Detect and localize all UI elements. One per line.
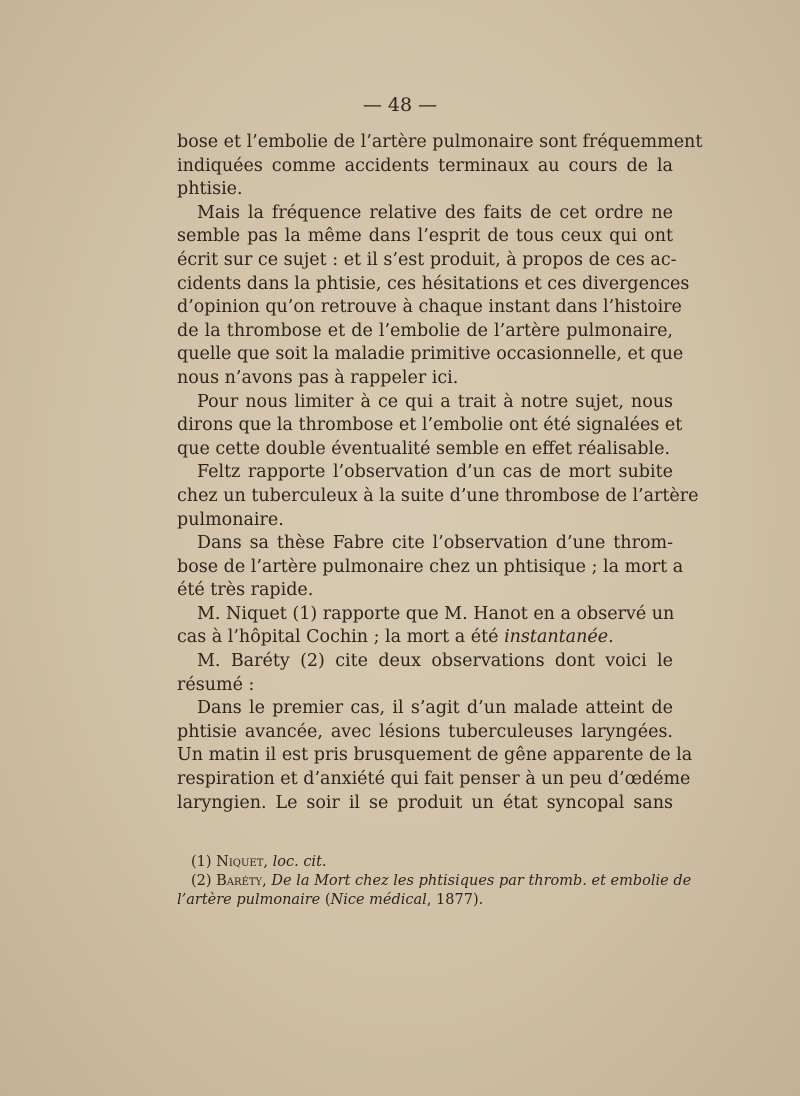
text-line: Pour nous limiter à ce qui a trait à notre sujet, nous <box>197 391 673 412</box>
text-line: cidents dans la phtisie, ces hésitations et ces divergences <box>177 273 690 294</box>
footnote-author: Baréty <box>216 873 263 889</box>
footnote-journal: Nice médical <box>330 892 427 908</box>
text-line: M. Baréty (2) cite deux observations dont voici le <box>197 651 673 672</box>
italic-text: instantanée. <box>504 627 614 648</box>
footnotes <box>177 853 692 910</box>
text-line: que cette double éventualité semble en effet réalisable. <box>177 438 671 459</box>
footnote-1: (1) Niquet, loc. cit. <box>191 854 327 870</box>
text-line: respiration et d’anxiété qui fait penser à un peu d’œdéme <box>177 769 691 790</box>
text-line: phtisie. <box>177 179 243 200</box>
text-line: Feltz rapporte l’observation d’un cas de mort subite <box>197 462 673 483</box>
footnote-author: Niquet <box>216 854 264 870</box>
text-line: semble pas la même dans l’esprit de tous ceux qui ont <box>177 226 673 247</box>
page-number: — 48 — <box>362 94 438 116</box>
text-line: nous n’avons pas à rappeler ici. <box>177 367 459 388</box>
footnote-year: 1877 <box>436 892 473 908</box>
footnote-2: (2) Baréty, De la Mort chez les phtisiques par thromb. et embolie de <box>191 873 692 889</box>
text-line: Un matin il est pris brusquement de gêne apparente de la <box>177 745 693 766</box>
text-line: phtisie avancée, avec lésions tuberculeuses laryngées. <box>177 721 673 742</box>
text-line: été très rapide. <box>177 580 314 601</box>
footnote-2-cont: l’artère pulmonaire (Nice médical, 1877). <box>177 892 484 908</box>
footnote-marker: (1) <box>191 854 212 870</box>
text-segment: cas à l’hôpital Cochin ; la mort a été <box>177 627 499 648</box>
text-line: pulmonaire. <box>177 509 284 530</box>
text-line: Dans le premier cas, il s’agit d’un malade atteint de <box>197 698 673 719</box>
footnote-text: loc. cit. <box>272 854 327 870</box>
text-line: dirons que la thrombose et l’embolie ont été signalées et <box>177 415 683 436</box>
text-line: résumé : <box>177 674 255 695</box>
text-line <box>177 626 673 650</box>
body-text <box>177 131 703 815</box>
footnote-marker: (2) <box>191 873 212 889</box>
text-line: M. Niquet (1) rapporte que M. Hanot en a observé un <box>197 603 675 624</box>
text-line: Mais la fréquence relative des faits de cet ordre ne <box>197 202 673 223</box>
footnote-title: De la Mort chez les phtisiques par thromb. et embolie de <box>271 873 692 889</box>
text-line: chez un tuberculeux à la suite d’une thrombose de l’artère <box>177 485 699 506</box>
text-line: quelle que soit la maladie primitive occasionnelle, et que <box>177 344 684 365</box>
text-line: de la thrombose et de l’embolie de l’artère pulmonaire, <box>177 320 673 341</box>
text-line: écrit sur ce sujet : et il s’est produit, à propos de ces ac- <box>177 249 677 270</box>
footnote-title: l’artère pulmonaire <box>177 892 321 908</box>
text-line: Dans sa thèse Fabre cite l’observation d’une throm- <box>197 533 673 554</box>
text-line: d’opinion qu’on retrouve à chaque instant dans l’histoire <box>177 297 682 318</box>
text-line: laryngien. Le soir il se produit un état syncopal sans <box>177 792 673 813</box>
text-line: indiquées comme accidents terminaux au cours de la <box>177 155 673 176</box>
text-line: bose et l’embolie de l’artère pulmonaire sont fréquemment <box>177 132 703 152</box>
text-line: bose de l’artère pulmonaire chez un phtisique ; la mort a <box>177 556 684 577</box>
